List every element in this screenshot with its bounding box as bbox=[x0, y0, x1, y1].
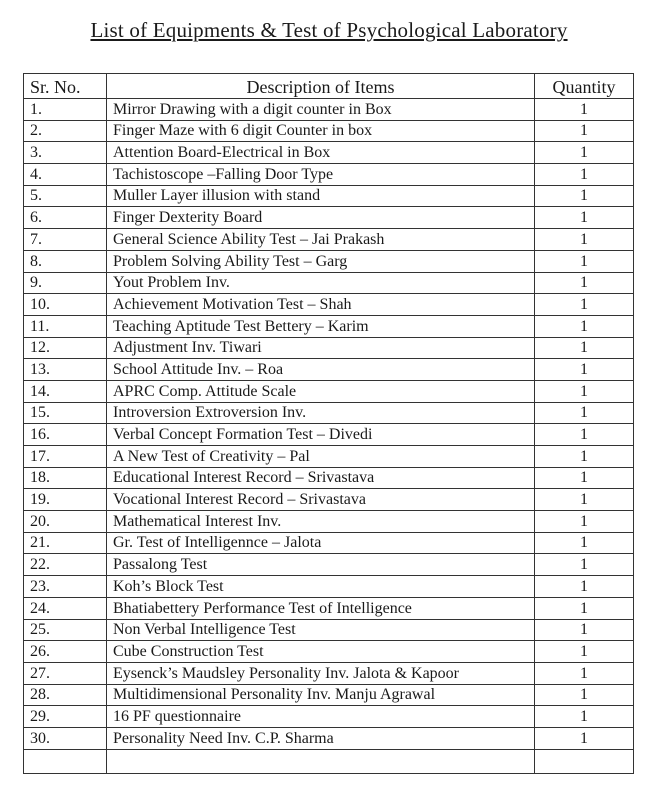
row-sr-no: 30. bbox=[24, 727, 107, 749]
row-quantity: 1 bbox=[535, 120, 634, 142]
table-row bbox=[24, 229, 634, 251]
row-sr-no: 10. bbox=[24, 294, 107, 316]
table-row bbox=[24, 641, 634, 663]
row-quantity: 1 bbox=[535, 489, 634, 511]
table-row bbox=[24, 120, 634, 142]
table-row bbox=[24, 185, 634, 207]
table-row bbox=[24, 576, 634, 598]
row-sr-no: 28. bbox=[24, 684, 107, 706]
table-row bbox=[24, 207, 634, 229]
row-quantity: 1 bbox=[535, 641, 634, 663]
table-row bbox=[24, 359, 634, 381]
row-quantity: 1 bbox=[535, 272, 634, 294]
row-quantity: 1 bbox=[535, 185, 634, 207]
row-description: Teaching Aptitude Test Bettery – Karim bbox=[107, 315, 535, 337]
row-quantity: 1 bbox=[535, 164, 634, 186]
row-quantity: 1 bbox=[535, 294, 634, 316]
table-row bbox=[24, 489, 634, 511]
row-description: Verbal Concept Formation Test – Divedi bbox=[107, 424, 535, 446]
row-description: Educational Interest Record – Srivastava bbox=[107, 467, 535, 489]
row-description: School Attitude Inv. – Roa bbox=[107, 359, 535, 381]
row-sr-no: 22. bbox=[24, 554, 107, 576]
header-sr-no: Sr. No. bbox=[24, 74, 107, 99]
table-header-row bbox=[24, 74, 634, 99]
row-description: Multidimensional Personality Inv. Manju Agrawal bbox=[107, 684, 535, 706]
table-row bbox=[24, 619, 634, 641]
table-row bbox=[24, 99, 634, 121]
table-row bbox=[24, 315, 634, 337]
row-description: Vocational Interest Record – Srivastava bbox=[107, 489, 535, 511]
row-sr-no: 25. bbox=[24, 619, 107, 641]
row-description: Adjustment Inv. Tiwari bbox=[107, 337, 535, 359]
row-description: Cube Construction Test bbox=[107, 641, 535, 663]
row-description: Problem Solving Ability Test – Garg bbox=[107, 250, 535, 272]
row-sr-no: 20. bbox=[24, 511, 107, 533]
row-sr-no: 9. bbox=[24, 272, 107, 294]
row-quantity: 1 bbox=[535, 706, 634, 728]
row-quantity: 1 bbox=[535, 511, 634, 533]
row-quantity: 1 bbox=[535, 207, 634, 229]
row-sr-no: 4. bbox=[24, 164, 107, 186]
table-row bbox=[24, 250, 634, 272]
row-description: Gr. Test of Intelligennce – Jalota bbox=[107, 532, 535, 554]
table-row bbox=[24, 597, 634, 619]
row-description: Mirror Drawing with a digit counter in Box bbox=[107, 99, 535, 121]
page-title: List of Equipments & Test of Psychological Laboratory bbox=[90, 18, 568, 42]
empty-row bbox=[24, 749, 634, 773]
table-row bbox=[24, 662, 634, 684]
row-quantity: 1 bbox=[535, 250, 634, 272]
row-quantity: 1 bbox=[535, 532, 634, 554]
row-quantity: 1 bbox=[535, 467, 634, 489]
header-description: Description of Items bbox=[107, 74, 535, 99]
header-quantity: Quantity bbox=[535, 74, 634, 99]
row-description: Tachistoscope –Falling Door Type bbox=[107, 164, 535, 186]
row-quantity: 1 bbox=[535, 446, 634, 468]
row-quantity: 1 bbox=[535, 662, 634, 684]
row-description: Finger Maze with 6 digit Counter in box bbox=[107, 120, 535, 142]
row-sr-no: 3. bbox=[24, 142, 107, 164]
row-sr-no: 15. bbox=[24, 402, 107, 424]
row-quantity: 1 bbox=[535, 684, 634, 706]
table-row bbox=[24, 532, 634, 554]
table-row bbox=[24, 446, 634, 468]
empty-cell bbox=[24, 749, 107, 773]
row-sr-no: 6. bbox=[24, 207, 107, 229]
row-quantity: 1 bbox=[535, 380, 634, 402]
row-sr-no: 19. bbox=[24, 489, 107, 511]
table-row bbox=[24, 727, 634, 749]
table-row bbox=[24, 402, 634, 424]
row-sr-no: 29. bbox=[24, 706, 107, 728]
table-row bbox=[24, 706, 634, 728]
row-quantity: 1 bbox=[535, 315, 634, 337]
row-sr-no: 27. bbox=[24, 662, 107, 684]
row-quantity: 1 bbox=[535, 597, 634, 619]
row-sr-no: 1. bbox=[24, 99, 107, 121]
row-sr-no: 18. bbox=[24, 467, 107, 489]
row-description: Achievement Motivation Test – Shah bbox=[107, 294, 535, 316]
row-sr-no: 11. bbox=[24, 315, 107, 337]
row-description: Eysenck’s Maudsley Personality Inv. Jalota & Kapoor bbox=[107, 662, 535, 684]
row-sr-no: 8. bbox=[24, 250, 107, 272]
table-row bbox=[24, 424, 634, 446]
row-quantity: 1 bbox=[535, 554, 634, 576]
table-row bbox=[24, 554, 634, 576]
row-quantity: 1 bbox=[535, 576, 634, 598]
row-description: Introversion Extroversion Inv. bbox=[107, 402, 535, 424]
table-row bbox=[24, 684, 634, 706]
row-description: Bhatiabettery Performance Test of Intelligence bbox=[107, 597, 535, 619]
row-quantity: 1 bbox=[535, 99, 634, 121]
row-description: Mathematical Interest Inv. bbox=[107, 511, 535, 533]
row-description: 16 PF questionnaire bbox=[107, 706, 535, 728]
row-sr-no: 24. bbox=[24, 597, 107, 619]
row-description: Non Verbal Intelligence Test bbox=[107, 619, 535, 641]
row-description: A New Test of Creativity – Pal bbox=[107, 446, 535, 468]
row-sr-no: 5. bbox=[24, 185, 107, 207]
table-row bbox=[24, 294, 634, 316]
row-quantity: 1 bbox=[535, 142, 634, 164]
row-sr-no: 12. bbox=[24, 337, 107, 359]
row-sr-no: 23. bbox=[24, 576, 107, 598]
row-quantity: 1 bbox=[535, 229, 634, 251]
row-sr-no: 2. bbox=[24, 120, 107, 142]
row-description: Attention Board-Electrical in Box bbox=[107, 142, 535, 164]
row-description: Personality Need Inv. C.P. Sharma bbox=[107, 727, 535, 749]
row-sr-no: 26. bbox=[24, 641, 107, 663]
row-description: Passalong Test bbox=[107, 554, 535, 576]
row-sr-no: 16. bbox=[24, 424, 107, 446]
row-sr-no: 7. bbox=[24, 229, 107, 251]
equipment-table bbox=[23, 73, 634, 774]
row-description: Koh’s Block Test bbox=[107, 576, 535, 598]
row-description: Yout Problem Inv. bbox=[107, 272, 535, 294]
row-quantity: 1 bbox=[535, 424, 634, 446]
row-sr-no: 17. bbox=[24, 446, 107, 468]
row-description: Finger Dexterity Board bbox=[107, 207, 535, 229]
row-sr-no: 14. bbox=[24, 380, 107, 402]
row-quantity: 1 bbox=[535, 727, 634, 749]
table-row bbox=[24, 272, 634, 294]
row-quantity: 1 bbox=[535, 402, 634, 424]
row-sr-no: 21. bbox=[24, 532, 107, 554]
row-quantity: 1 bbox=[535, 619, 634, 641]
row-description: Muller Layer illusion with stand bbox=[107, 185, 535, 207]
table-row bbox=[24, 380, 634, 402]
empty-cell bbox=[535, 749, 634, 773]
table-row bbox=[24, 511, 634, 533]
row-quantity: 1 bbox=[535, 359, 634, 381]
table-row bbox=[24, 337, 634, 359]
table-row bbox=[24, 164, 634, 186]
row-description: General Science Ability Test – Jai Prakash bbox=[107, 229, 535, 251]
table-row bbox=[24, 142, 634, 164]
row-quantity: 1 bbox=[535, 337, 634, 359]
row-description: APRC Comp. Attitude Scale bbox=[107, 380, 535, 402]
row-sr-no: 13. bbox=[24, 359, 107, 381]
empty-cell bbox=[107, 749, 535, 773]
table-row bbox=[24, 467, 634, 489]
table-body bbox=[24, 99, 634, 774]
